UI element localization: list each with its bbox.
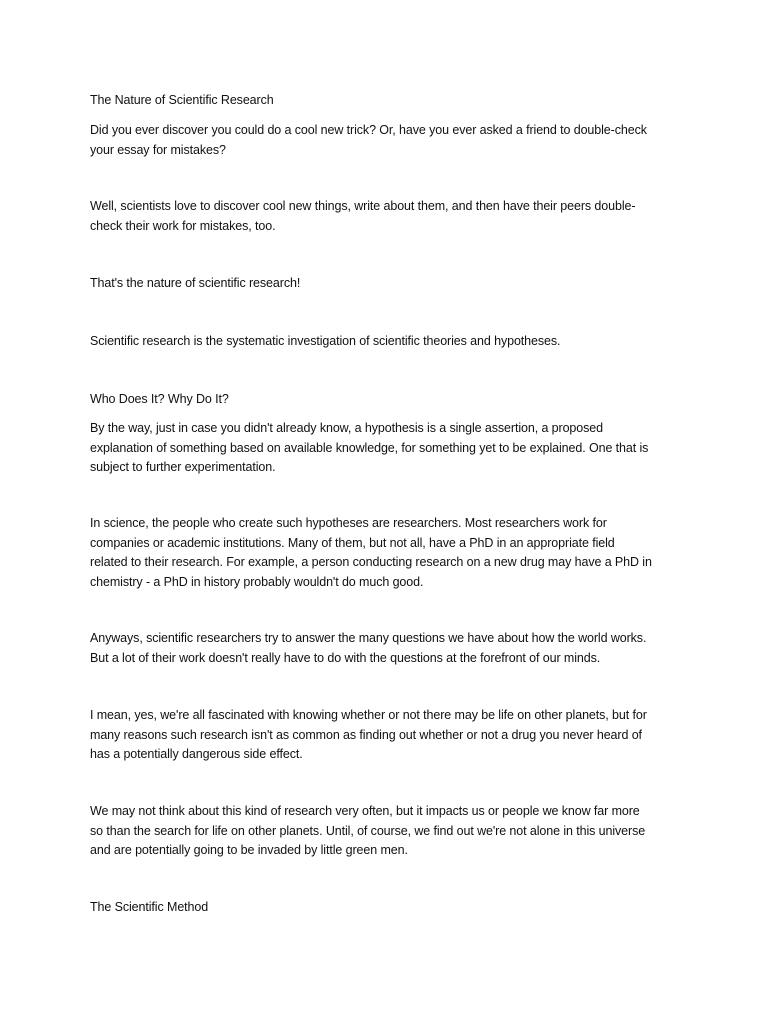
section-heading-nature: The Nature of Scientific Research: [90, 93, 274, 107]
paragraph-researchers: In science, the people who create such hypotheses are researchers. Most researchers work for companies or academic institutions. Many of them, but not all, have a PhD in an appropriate field related to their research. For example, a person conducting research on a new drug may have a PhD in chemistry - a PhD in history probably wouldn't do much good.: [90, 516, 652, 589]
paragraph-life-on-planets: I mean, yes, we're all fascinated with knowing whether or not there may be life on other planets, but for many reasons such research isn't as common as finding out whether or not a drug you never heard of has a potentially dangerous side effect.: [90, 708, 647, 761]
paragraph-impact: We may not think about this kind of research very often, but it impacts us or people we know far more so than the search for life on other planets. Until, of course, we find out we're not alone in this universe and are potentially going to be invaded by little green men.: [90, 804, 646, 857]
section-heading-scientific-method: The Scientific Method: [90, 900, 209, 914]
paragraph-questions: Anyways, scientific researchers try to answer the many questions we have about how the world works. But a lot of their work doesn't really have to do with the questions at the forefront of our minds.: [90, 631, 647, 665]
paragraph-scientists-discover: Well, scientists love to discover cool new things, write about them, and then have their peers double- check their work for mistakes, too.: [90, 199, 636, 233]
paragraph-hypothesis: By the way, just in case you didn't already know, a hypothesis is a single assertion, a proposed explanation of something based on available knowledge, for something yet to be explained. One that is subject to further experimentation.: [90, 421, 649, 474]
paragraph-intro-question: Did you ever discover you could do a cool new trick? Or, have you ever asked a friend to double-check your essay for mistakes?: [90, 123, 647, 157]
paragraph-nature-statement: That's the nature of scientific research!: [90, 276, 301, 290]
paragraph-definition: Scientific research is the systematic investigation of scientific theories and hypotheses.: [90, 334, 561, 348]
section-heading-who-does-it: Who Does It? Why Do It?: [90, 392, 229, 406]
